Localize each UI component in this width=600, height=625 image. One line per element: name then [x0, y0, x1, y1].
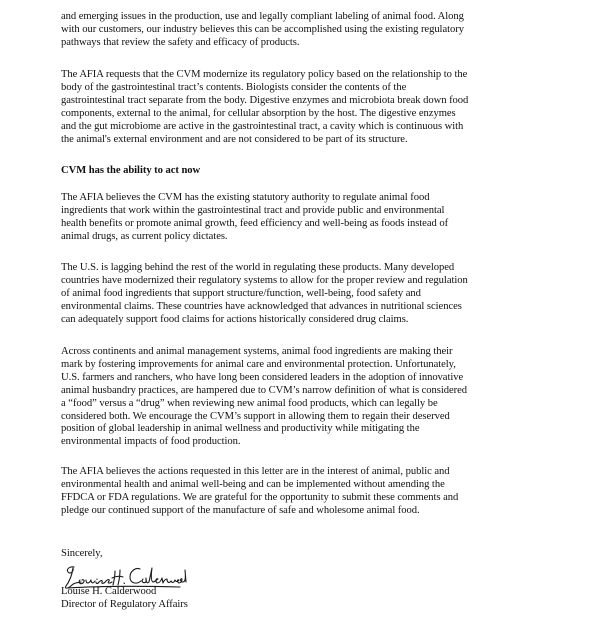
text-line: environmental impacts of food production. — [61, 436, 241, 448]
text-line: environmental claims. These countries have acknowledged that advances in nutritional sciences — [61, 300, 462, 312]
text-line: ingredients that work within the gastrointestinal tract and provide public and environmental — [61, 204, 445, 216]
text-line: with our customers, our industry believes this can be accomplished using the existing regulatory — [61, 23, 464, 35]
heading-text: CVM has the ability to act now — [61, 165, 201, 176]
text-line: mark by fostering improvements for animal care and environmental protection. Unfortunately, — [61, 358, 456, 370]
text-line: The AFIA requests that the CVM modernize its regulatory policy based on the relationship to the — [61, 69, 468, 80]
paragraph — [61, 466, 541, 518]
signer-title: Director of Regulatory Affairs — [61, 598, 188, 610]
paragraph — [61, 69, 541, 146]
text-line: position of global leadership in animal wellness and productivity while mitigating the — [61, 423, 420, 435]
text-line: pledge our continued support of the manufacture of safe and wholesome animal food. — [61, 504, 420, 516]
text-line: pathways that review the safety and efficacy of products. — [61, 36, 300, 48]
text-line: and the gut microbiome are active in the gastrointestinal tract, a cavity which is continuous with — [61, 120, 464, 132]
paragraph — [61, 346, 541, 449]
text-line: The U.S. is lagging behind the rest of the world in regulating these products. Many developed — [61, 262, 455, 273]
text-line: the animal's external environment and are not considered to be part of its structure. — [61, 133, 408, 145]
text-line: FFDCA or FDA regulations. We are grateful for the opportunity to submit these comments and — [61, 491, 459, 503]
text-line: environmental health and animal well-being and can be implemented without amending the — [61, 478, 445, 490]
text-line: The AFIA believes the CVM has the existing statutory authority to regulate animal food — [61, 192, 430, 203]
text-line: and emerging issues in the production, use and legally compliant labeling of animal food. Along — [61, 11, 464, 22]
text-line: health benefits or promote animal growth, feed efficiency and well-being as foods instead of — [61, 217, 449, 229]
section-heading — [61, 165, 541, 178]
closing-text: Sincerely, — [61, 548, 103, 559]
text-line: a “food” versus a “drug” when reviewing new animal food products, which can legally be — [61, 397, 438, 409]
paragraph — [61, 262, 541, 327]
text-line: animal drugs, as current policy dictates. — [61, 230, 228, 242]
text-line: of animal food ingredients that support structure/function, well-being, food safety and — [61, 287, 421, 299]
closing — [61, 548, 541, 561]
signature-block — [61, 586, 541, 612]
text-line: can adequately support food claims for actions historically considered drug claims. — [61, 313, 409, 325]
paragraph — [61, 11, 541, 50]
text-line: body of the gastrointestinal tract’s contents. Biologists consider the contents of the — [61, 81, 407, 93]
signer-name: Louise H. Calderwood — [61, 586, 157, 597]
text-line: The AFIA believes the actions requested in this letter are in the interest of animal, public and — [61, 466, 450, 477]
text-line: considered both. We encourage the CVM’s support in allowing them to regain their deserved — [61, 410, 450, 422]
text-line: animal husbandry practices, are hampered due to CVM’s narrow definition of what is considered — [61, 384, 468, 396]
text-line: U.S. farmers and ranchers, who have long been considered leaders in the adoption of innovative — [61, 371, 464, 383]
text-line: gastrointestinal tract separate from the body. Digestive enzymes and microbiota break down food — [61, 94, 469, 106]
text-line: countries have modernized their regulatory systems to allow for the proper review and regulation — [61, 274, 468, 286]
text-line: components, external to the animal, for cellular absorption by the host. The digestive enzymes — [61, 107, 456, 119]
paragraph — [61, 192, 541, 244]
text-line: Across continents and animal management systems, animal food ingredients are making their — [61, 346, 453, 357]
